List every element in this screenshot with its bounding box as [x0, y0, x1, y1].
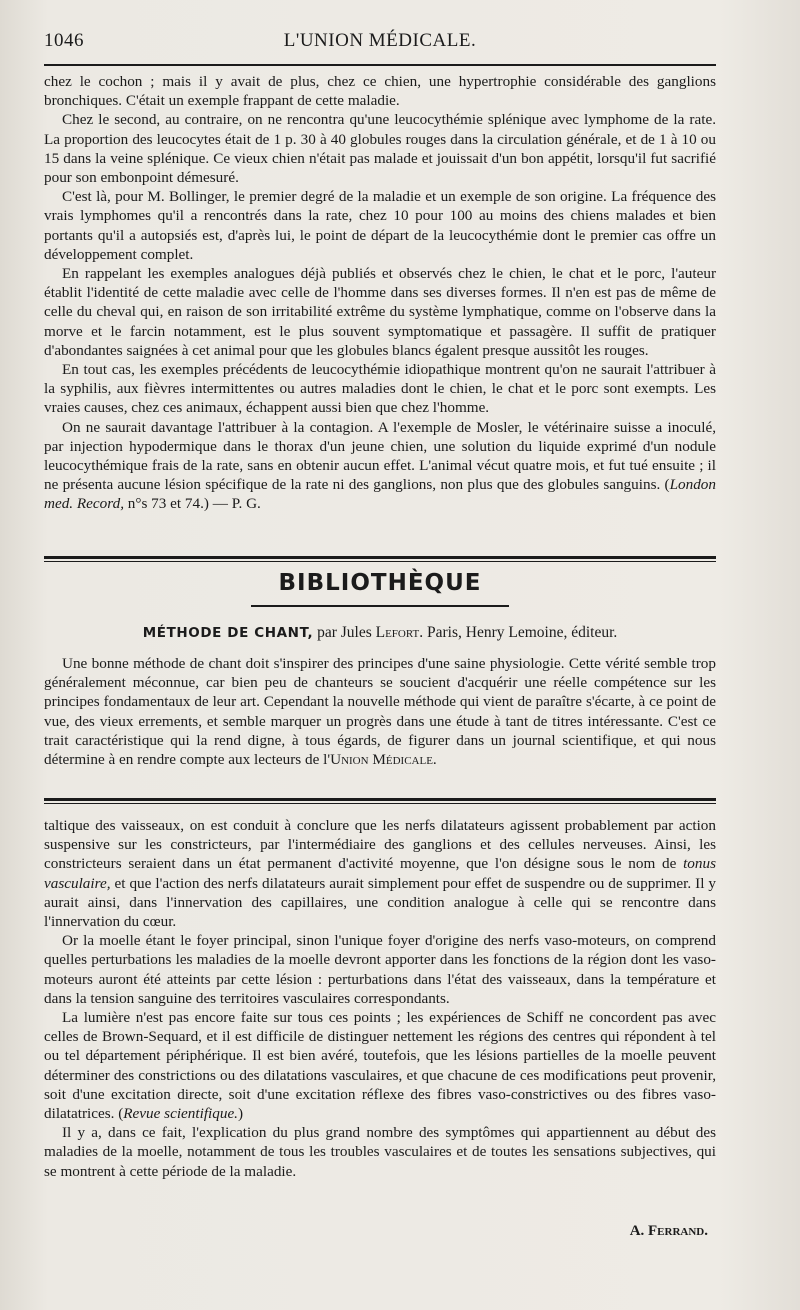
running-head — [44, 30, 716, 54]
paragraph: En rappelant les exemples analogues déjà publiés et observés chez le chien, le chat et le porc, l'auteur établit l'identité de cette maladie avec celle de l'homme dans ses diverses formes. Il n'en est pas de même de celle du cheval qui, en raison de son irritabilité extrême du système lymphatique, comme on l'observe dans la morve et le farcin notamment, est le plus souvent symptomatique et passagère. Il suffit de pratiquer d'abondantes saignées à cet animal pour que les globules blancs égalent presque aussitôt les rouges. — [44, 265, 716, 359]
source-citation: London med. Record, — [44, 476, 716, 513]
paragraph — [44, 816, 716, 931]
paragraph: chez le cochon ; mais il y avait de plus, chez ce chien, une hypertrophie considérable des ganglions bronchiques. C'était un exemple frappant de cette maladie. — [44, 73, 716, 110]
book-title: MÉTHODE DE CHANT, — [142, 625, 314, 641]
paragraph — [44, 418, 716, 514]
review-text: Une bonne méthode de chant doit s'inspirer des principes d'une saine physiologie. Cette vérité semble trop généralement méconnue, car bien peu de chanteurs se soucient d'acquérir une réelle compétence sur les principes fondamentaux de leur art. Cependant la nouvelle méthode qui vient de paraître s'écarte, à ce point de vue, des vieux errements, et semble marquer un progrès dans une étude à tant de titres intéressante. C'est ce trait caractéristique qui la rend digne, à tous égards, de figurer dans un journal scientifique, et qui nous détermine à en rendre compte aux lecteurs de l' — [44, 655, 716, 769]
journal-name: Union Médicale — [330, 751, 433, 769]
paragraph-text: La lumière n'est pas encore faite sur tous ces points ; les expériences de Schiff ne concordent pas avec celles de Brown-Sequard, et il est difficile de distinguer nettement les régions des centres qui répondent à tel ou tel département périphérique. Il est bien avéré, toutefois, que les lésions partielles de la moelle peuvent déterminer des constrictions ou des dilatations vasculaires, et que chacune de ces modifications peut provenir, soit d'une excitation directe, soit d'une excitation réflexe des fibres vaso-constrictives ou des fibres vaso-dilatatrices. ( — [44, 1009, 716, 1123]
review-end: . — [432, 751, 437, 769]
book-publisher: . Paris, Henry Lemoine, éditeur. — [419, 624, 618, 641]
citation-end: n°s 73 et 74.) — P. G. — [124, 495, 261, 513]
source-citation: Revue scientifique. — [123, 1105, 238, 1123]
book-by: par Jules — [313, 624, 376, 641]
term: tonus vasculaire, — [44, 855, 716, 892]
paragraph-text: et que l'action des nerfs dilatateurs aurait simplement pour effet de suspendre ou de supprimer. Il y aurait ainsi, dans l'innervation des capillaires, une condition analogue à celle qui se rencontre dans l'innervation du cœur. — [44, 874, 716, 931]
article-top — [44, 72, 716, 514]
journal-title: L'UNION MÉDICALE. — [283, 30, 477, 51]
book-author: Lefort — [375, 624, 420, 641]
paragraph: Chez le second, au contraire, on ne rencontra qu'une leucocythémie splénique avec lymphome de la rate. La proportion des leucocytes était de 1 p. 30 à 40 globules rouges dans la circulation générale, et de 1 à 10 ou 15 dans la veine splénique. Ce vieux chien n'était pas malade et jouissait d'un bon appétit, lorsqu'il fut sacrifié pour son embonpoint démesuré. — [44, 111, 716, 187]
citation-end: ) — [237, 1105, 244, 1123]
paragraph-text: On ne saurait davantage l'attribuer à la contagion. A l'exemple de Mosler, le vétérinaire suisse a inoculé, par injection hypodermique dans le thorax d'un jeune chien, une solution du liquide exprimé d'un nodule leucocythémique frais de la rate, sans en obtenir aucun effet. L'animal vécut quatre mois, et fut tué ensuite ; il ne présenta aucune lésion spécifique de la rate ni des ganglions, non plus que des globules sanguins. ( — [44, 418, 716, 494]
article-bottom — [44, 816, 716, 1181]
section-rule — [44, 798, 716, 801]
section-heading: BIBLIOTHÈQUE — [278, 570, 482, 596]
paragraph — [44, 1008, 716, 1123]
paragraph: Or la moelle étant le foyer principal, sinon l'unique foyer d'origine des nerfs vaso-moteurs, on comprend quelles perturbations les maladies de la moelle devront apporter dans les fonctions de la région dont les vaso-moteurs auront été atteints par cette lésion : perturbations dans l'état des vaisseaux, dans la température et dans la tension sanguine des territoires vasculaires correspondants. — [44, 932, 716, 1007]
paragraph: C'est là, pour M. Bollinger, le premier degré de la maladie et un exemple de son origine. La fréquence des vrais lymphomes qu'il a rencontrés dans la rate, chez 10 pour 100 au moins des chiens malades et bien portants qu'il a autopsiés est, d'après lui, le point de départ de la leucocythémie dont le premier cas offre un développement complet. — [44, 188, 716, 263]
heading-underline — [251, 605, 509, 607]
paragraph: Il y a, dans ce fait, l'explication du plus grand nombre des symptômes qui appartiennent au début des maladies de la moelle, notamment de tous les troubles vasculaires et de toutes les sensations subjectives, qui se montrent à cette période de la maladie. — [44, 1124, 716, 1180]
section-rule-thin — [44, 803, 716, 804]
author-signature: A. Ferrand. — [629, 1223, 708, 1239]
section-rule-thin — [44, 561, 716, 562]
book-review — [44, 654, 716, 769]
paragraph-text: taltique des vaisseaux, on est conduit à conclure que les nerfs dilatateurs agissent probablement par action suspensive sur les constricteurs, par l'intermédiaire des ganglions et des cellules nerveuses. Ainsi, les constricteurs seraient dans un état permanent d'activité moyenne, que l'on désigne sous le nom de — [44, 817, 716, 873]
book-reference — [44, 624, 716, 642]
page-number: 1046 — [44, 30, 84, 51]
section-rule — [44, 556, 716, 559]
paragraph: En tout cas, les exemples précédents de leucocythémie idiopathique montrent qu'on ne saurait l'attribuer à la syphilis, aux fièvres intermittentes ou autres maladies dont le chien, le chat et le porc sont exempts. Les vraies causes, chez ces animaux, échappent aussi bien que chez l'homme. — [44, 361, 716, 417]
paragraph — [44, 654, 716, 769]
header-rule — [44, 64, 716, 66]
